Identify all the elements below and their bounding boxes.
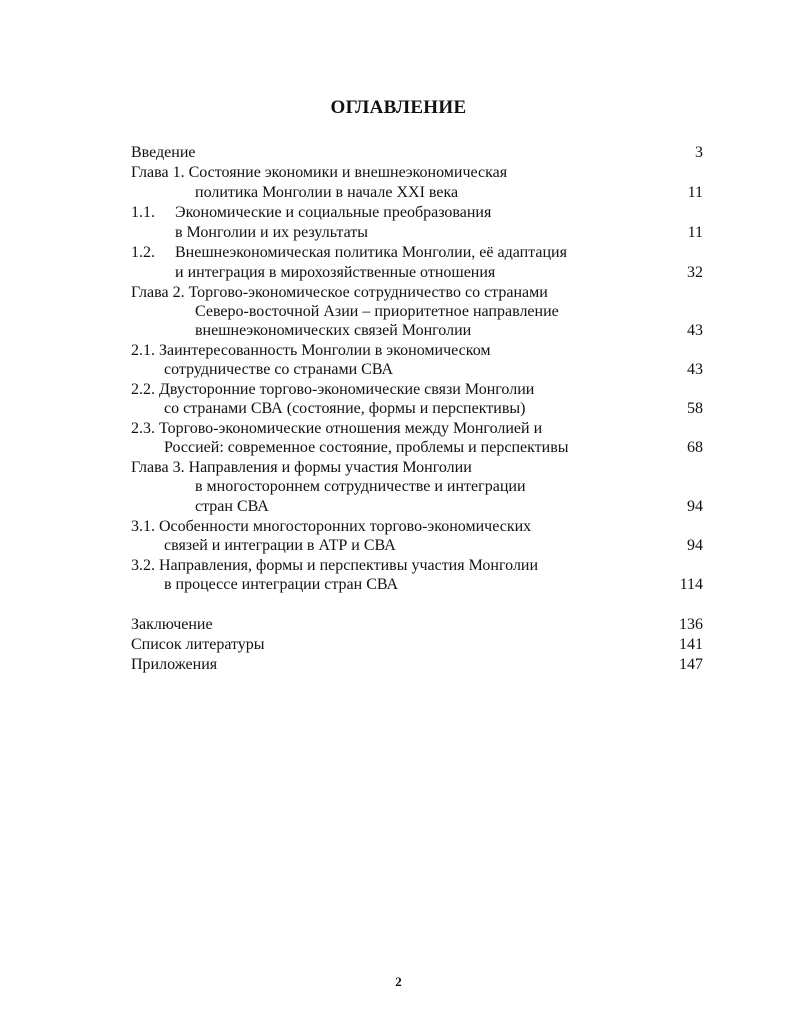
toc-entry-s22-line1: 2.2. Двусторонние торгово-экономические связи Монголии (131, 381, 535, 398)
toc-entry-s12-line1 (131, 243, 567, 263)
toc-page-s11: 11 (687, 224, 703, 241)
toc-entry-ch3-line3: стран СВА (195, 498, 269, 515)
toc-page-s12: 32 (687, 264, 703, 281)
toc-page-s31: 94 (687, 537, 703, 554)
toc-page-conclusion: 136 (679, 616, 703, 633)
toc-entry-s23-line1: 2.3. Торгово-экономические отношения между Монголией и (131, 420, 543, 437)
toc-entry-appendices: Приложения (131, 656, 218, 673)
toc-entry-s32-line2: в процессе интеграции стран СВА (164, 576, 399, 593)
toc-entry-s21-line1: 2.1. Заинтересованность Монголии в экономическом (131, 342, 491, 359)
toc-section-number: 1.2. (131, 244, 155, 261)
toc-page-ch2: 43 (687, 322, 703, 339)
toc-entry-s11-line1 (131, 203, 491, 223)
toc-page-ch3: 94 (687, 498, 703, 515)
toc-page-s21: 43 (687, 361, 703, 378)
toc-entry-ch2-line2: Северо-восточной Азии – приоритетное направление (195, 303, 559, 320)
toc-section-number: 1.1. (131, 204, 155, 221)
toc-entry-s31-line2: связей и интеграции в АТР и СВА (164, 537, 396, 554)
toc-entry-s12-line2: и интеграция в мирохозяйственные отношения (175, 264, 496, 281)
toc-section-text: Внешнеэкономическая политика Монголии, её адаптация (175, 244, 567, 261)
toc-entry-conclusion: Заключение (131, 616, 213, 633)
toc-entry-intro: Введение (131, 144, 196, 161)
toc-entry-s22-line2: со странами СВА (состояние, формы и перспективы) (164, 400, 526, 417)
toc-entry-ch2-line3: внешнеэкономических связей Монголии (195, 322, 472, 339)
toc-page-s32: 114 (679, 576, 703, 593)
toc-entry-s32-line1: 3.2. Направления, формы и перспективы участия Монголии (131, 557, 539, 574)
toc-page-s23: 68 (687, 439, 703, 456)
toc-page-intro: 3 (695, 144, 703, 161)
page-number: 2 (395, 974, 402, 989)
toc-entry-s23-line2: Россией: современное состояние, проблемы и перспективы (164, 439, 569, 456)
toc-entry-ch3-line1: Глава 3. Направления и формы участия Монголии (131, 459, 472, 476)
toc-entry-ch2-line1: Глава 2. Торгово-экономическое сотрудничество со странами (131, 284, 548, 301)
toc-page-appendices: 147 (679, 656, 703, 673)
toc-entry-ch1-line2: политика Монголии в начале XXI века (195, 184, 459, 201)
toc-page-s22: 58 (687, 400, 703, 417)
toc-page-references: 141 (679, 636, 703, 653)
toc-section-text: Экономические и социальные преобразования (175, 204, 492, 221)
toc-entry-ch3-line2: в многостороннем сотрудничестве и интеграции (195, 478, 526, 495)
toc-entry-ch1-line1: Глава 1. Состояние экономики и внешнеэкономическая (131, 164, 508, 181)
toc-entry-references: Список литературы (131, 636, 265, 653)
toc-entry-s31-line1: 3.1. Особенности многосторонних торгово-экономических (131, 518, 532, 535)
toc-entry-s11-line2: в Монголии и их результаты (175, 224, 368, 241)
toc-page-ch1: 11 (687, 184, 703, 201)
toc-entry-s21-line2: сотрудничестве со странами СВА (164, 361, 394, 378)
page-title: ОГЛАВЛЕНИЕ (330, 97, 467, 118)
